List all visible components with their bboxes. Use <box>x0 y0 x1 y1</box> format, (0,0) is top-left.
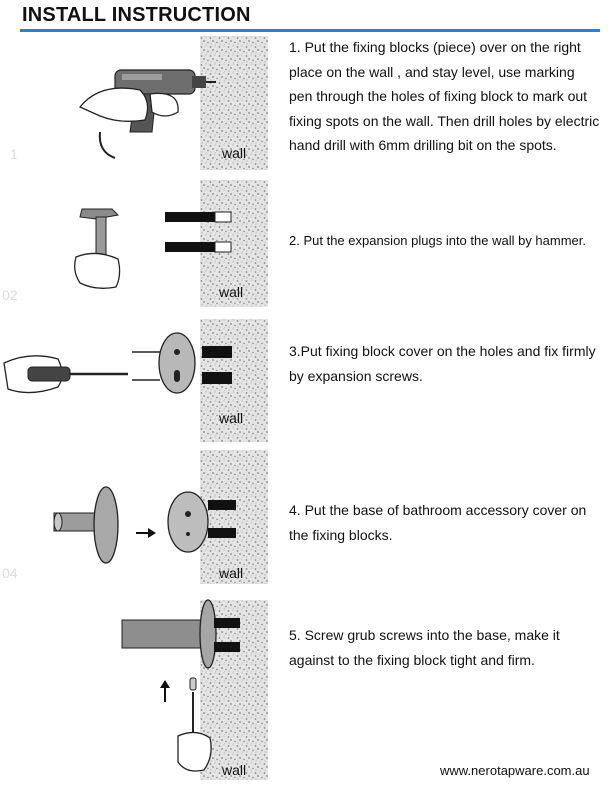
screwdriver-illustration <box>0 345 140 405</box>
page-title: INSTALL INSTRUCTION <box>22 4 251 26</box>
website-link[interactable]: www.nerotapware.com.au <box>440 763 590 778</box>
expansion-plugs-illustration <box>165 210 235 260</box>
step-4-text: 4. Put the base of bathroom accessory cover on the fixing blocks. <box>289 502 587 543</box>
step-5-text: 5. Screw grub screws into the base, make it against to the fixing block tight and firm. <box>289 627 560 668</box>
step-3-text: 3.Put fixing block cover on the holes and fix firmly by expansion screws. <box>289 343 596 384</box>
mounted-base-illustration <box>118 598 248 678</box>
wall-label: wall <box>219 284 244 300</box>
arrow-right-icon <box>134 526 158 540</box>
hammer-illustration <box>66 205 136 310</box>
title-underline <box>20 29 600 32</box>
wall-label: wall <box>222 762 247 778</box>
fixing-block-cover-illustration <box>130 330 240 400</box>
ghost-number-1: 1 <box>10 146 18 162</box>
ghost-number-4: 04 <box>2 565 18 581</box>
ghost-number-2: 02 <box>2 287 18 303</box>
step-1-text: 1. Put the fixing blocks (piece) over on the right place on the wall , and stay level, use marking pen through the holes of fixing block to mark out fixing spots on the wall. Then drill holes by electric hand drill with 6mm drilling bit on the spots. <box>289 39 600 153</box>
step-2-text: 2. Put the expansion plugs into the wall by hammer. <box>289 233 587 248</box>
wall-label: wall <box>219 565 244 581</box>
electric-drill-illustration <box>60 52 220 162</box>
wall-label: wall <box>219 410 244 426</box>
accessory-base-illustration <box>50 485 130 565</box>
fixing-blocks-with-cover-illustration <box>162 488 242 558</box>
wall-label: wall <box>222 145 247 161</box>
allen-key-hand-illustration <box>150 676 215 776</box>
